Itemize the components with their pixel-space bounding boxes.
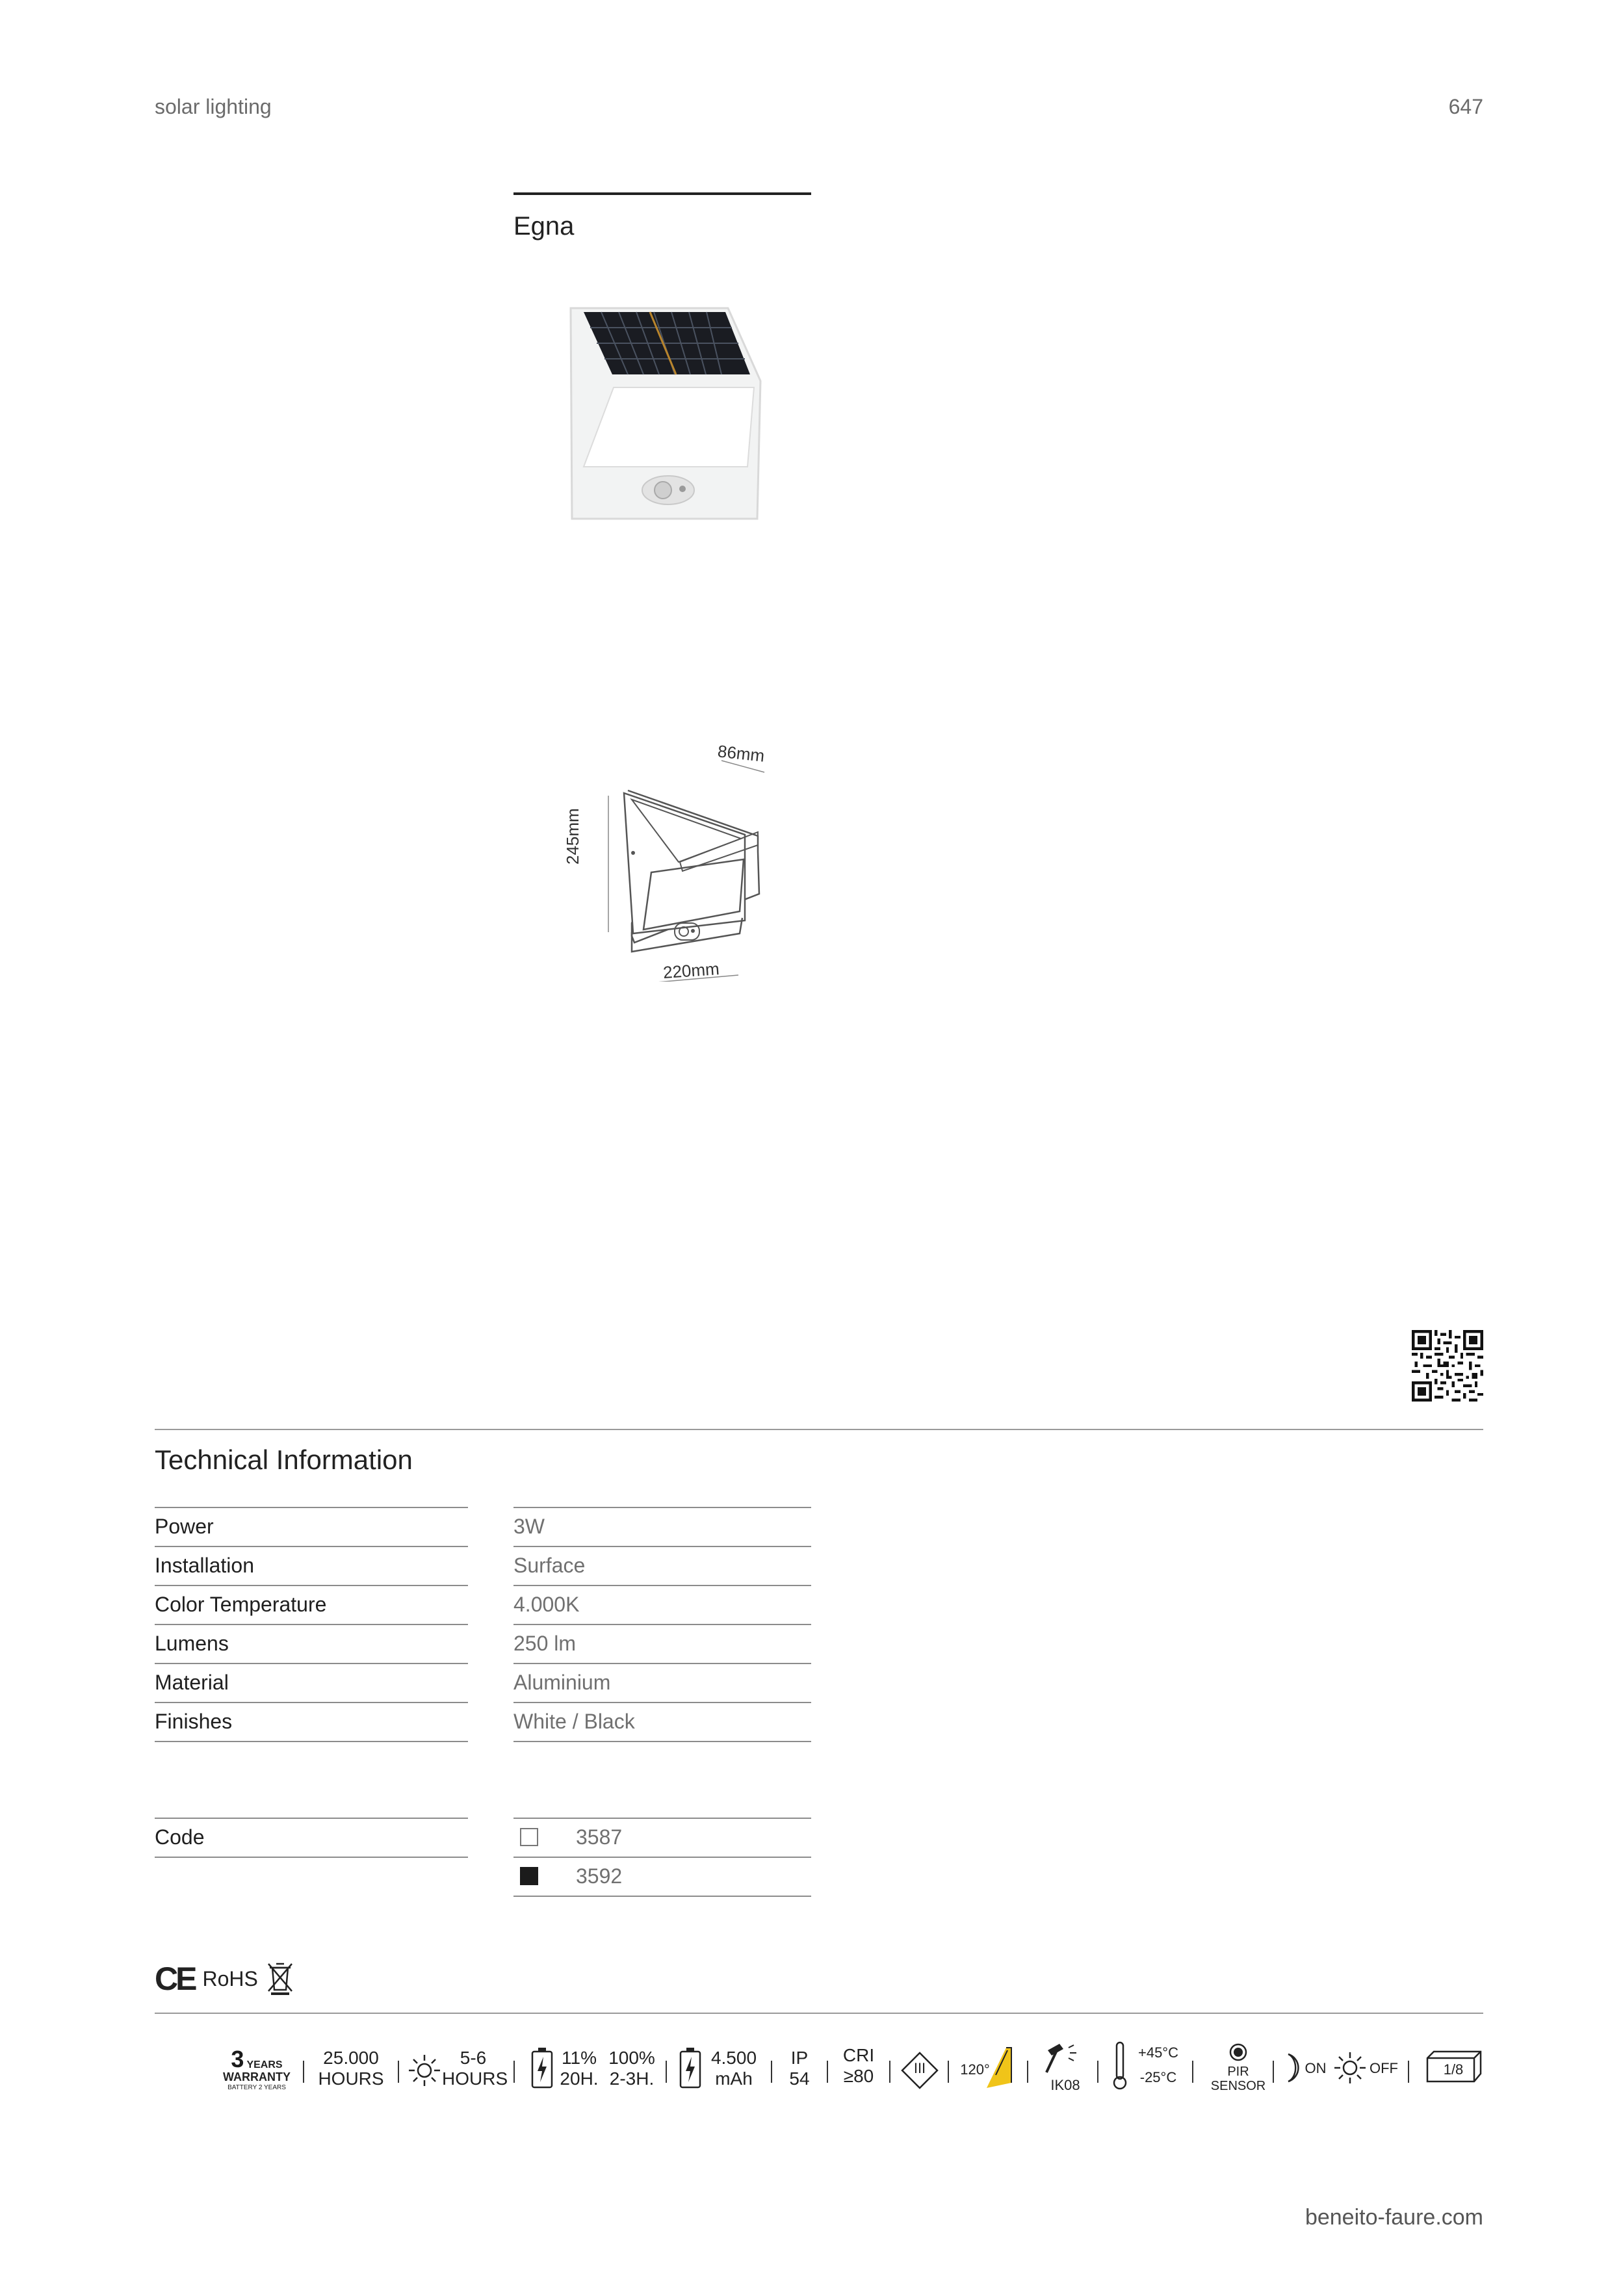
dim-height: 245mm [563, 808, 582, 865]
warranty-years-unit: YEARS [246, 2059, 283, 2071]
rohs-mark: RoHS [202, 1966, 258, 1990]
ip-value: 54 [789, 2068, 810, 2089]
table-rule [513, 1818, 811, 1819]
table-rule [155, 1741, 468, 1742]
thermometer-icon [1111, 2041, 1128, 2091]
table-rule [513, 1741, 811, 1742]
warranty-years-number: 3 [231, 2046, 244, 2072]
dim-depth: 86mm [716, 741, 766, 766]
spec-value-color-temperature: 4.000K [513, 1593, 580, 1616]
spec-label-color-temperature: Color Temperature [155, 1593, 327, 1616]
temperature-range [1134, 2045, 1183, 2085]
cri-rating [836, 2045, 881, 2087]
autonomy-hours [442, 2048, 508, 2089]
icons-divider [155, 2013, 1483, 2014]
spec-value-lumens: 250 lm [513, 1632, 577, 1655]
ce-mark: CE [155, 1961, 195, 1997]
table-rule [155, 1507, 468, 1508]
icon-separator [889, 2061, 890, 2083]
spec-value-installation: Surface [513, 1554, 586, 1577]
pir-sensor-icon [1228, 2042, 1248, 2062]
certifications [155, 1961, 294, 1997]
charge-partial-percent: 11% [562, 2048, 597, 2068]
beam-angle-icon [983, 2045, 1015, 2091]
code-white: 3587 [576, 1825, 623, 1849]
product-photo [565, 304, 773, 525]
impact-hammer-icon [1043, 2041, 1083, 2075]
spec-label-installation: Installation [155, 1554, 254, 1577]
battery-capacity-icon [679, 2046, 702, 2089]
battery-capacity-unit: mAh [715, 2068, 753, 2089]
table-rule [155, 1663, 468, 1664]
qr-code [1412, 1330, 1483, 1402]
ip-label: IP [790, 2048, 809, 2068]
charge-full-time: 2-3H. [609, 2068, 655, 2089]
table-rule [513, 1857, 811, 1858]
spec-label-material: Material [155, 1671, 229, 1694]
autonomy-unit: HOURS [442, 2068, 508, 2089]
spec-value-power: 3W [513, 1515, 545, 1538]
title-rule [513, 192, 811, 195]
spec-label-lumens: Lumens [155, 1632, 229, 1655]
table-rule [513, 1624, 811, 1625]
website-link[interactable]: beneito-faure.com [1305, 2205, 1483, 2230]
tech-title: Technical Information [155, 1444, 413, 1475]
icon-separator [1192, 2061, 1193, 2083]
table-rule [513, 1585, 811, 1586]
class-three-label: III [913, 2060, 926, 2076]
spec-value-finishes: White / Black [513, 1710, 635, 1733]
temperature-min: -25°C [1139, 2069, 1177, 2086]
temperature-max: +45°C [1137, 2044, 1178, 2061]
finish-swatch-black [520, 1867, 538, 1885]
section-title: solar lighting [155, 95, 272, 118]
sun-off-icon [1332, 2050, 1368, 2085]
table-rule [155, 1585, 468, 1586]
icon-separator [513, 2061, 515, 2083]
icon-separator [303, 2061, 304, 2083]
section-divider [155, 1429, 1483, 1430]
sensor-label: SENSOR [1210, 2079, 1266, 2093]
ik-rating: IK08 [1050, 2077, 1080, 2093]
lifetime-unit: HOURS [318, 2068, 384, 2089]
table-rule [513, 1896, 811, 1897]
spec-label-power: Power [155, 1515, 214, 1538]
charge-partial [558, 2048, 601, 2089]
battery-charge-icon [530, 2046, 554, 2089]
finish-swatch-white [520, 1828, 538, 1846]
sun-icon [407, 2053, 442, 2088]
product-name: Egna [513, 212, 575, 241]
table-rule [155, 1624, 468, 1625]
icon-separator [1097, 2061, 1098, 2083]
off-label: OFF [1370, 2060, 1398, 2076]
table-rule [155, 1702, 468, 1703]
spec-value-material: Aluminium [513, 1671, 611, 1694]
pir-sensor [1210, 2065, 1266, 2093]
lifetime-hours [312, 2048, 390, 2089]
warranty-badge [221, 2048, 292, 2091]
icon-separator [827, 2061, 828, 2083]
code-label: Code [155, 1825, 205, 1849]
cri-label: CRI [842, 2045, 875, 2065]
table-rule [513, 1702, 811, 1703]
icon-separator [1408, 2061, 1409, 2083]
icon-separator [771, 2061, 772, 2083]
icon-separator [666, 2061, 667, 2083]
ip-rating [780, 2048, 819, 2089]
package-quantity: 1/8 [1443, 2061, 1464, 2078]
table-rule [513, 1546, 811, 1547]
battery-capacity [705, 2048, 763, 2089]
spec-label-finishes: Finishes [155, 1710, 233, 1733]
autonomy-value: 5-6 [460, 2048, 487, 2068]
charge-full [604, 2048, 659, 2089]
icon-separator [1273, 2061, 1274, 2083]
cri-value: ≥80 [843, 2066, 874, 2087]
pir-label: PIR [1227, 2065, 1249, 2079]
beam-angle: 120° [960, 2061, 990, 2078]
on-label: ON [1305, 2060, 1327, 2076]
table-rule [513, 1663, 811, 1664]
table-rule [513, 1507, 811, 1508]
table-rule [155, 1818, 468, 1819]
page-number: 647 [1448, 95, 1483, 118]
icon-separator [1027, 2061, 1028, 2083]
moon-icon [1283, 2052, 1304, 2084]
icon-separator [948, 2061, 949, 2083]
dim-width: 220mm [662, 959, 720, 982]
charge-full-percent: 100% [608, 2048, 655, 2068]
code-black: 3592 [576, 1864, 623, 1888]
warranty-battery: BATTERY 2 YEARS [227, 2083, 286, 2091]
table-rule [155, 1546, 468, 1547]
table-rule [155, 1857, 468, 1858]
dimension-drawing [569, 735, 777, 982]
weee-bin-icon [266, 1961, 294, 1996]
warranty-word: WARRANTY [223, 2070, 291, 2083]
icon-separator [398, 2061, 399, 2083]
lifetime-value: 25.000 [323, 2048, 379, 2068]
charge-partial-time: 20H. [560, 2068, 599, 2089]
battery-capacity-value: 4.500 [710, 2048, 757, 2068]
